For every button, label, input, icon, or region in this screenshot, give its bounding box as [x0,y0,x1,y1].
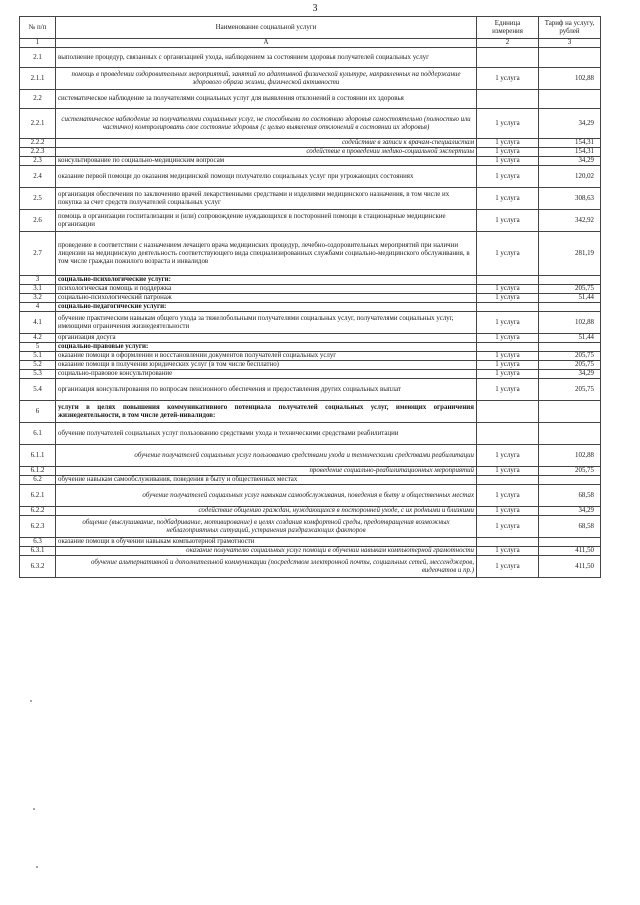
unit-of-measure: 1 услуга [477,188,539,210]
tariff-value: 205,75 [539,467,601,476]
service-name: систематическое наблюдение за получателями социальных услуг, не способными по состоянию здоровья самостоятельно (полностью или частично) контролировать свое состояние здоровья (с целью выявления отклонений в состоянии их здоровья) [56,109,477,139]
service-name: содействие в записи к врачам-специалистам [56,139,477,148]
tariff-value [539,90,601,109]
header-tariff: Тариф на услугу, рублей [539,17,601,39]
row-number: 6.2.3 [20,516,56,538]
row-number: 6 [20,401,56,423]
unit-of-measure: 1 услуга [477,507,539,516]
table-body [20,48,601,578]
table-row [20,423,601,445]
unit-of-measure: 1 услуга [477,294,539,303]
table-row [20,148,601,157]
row-number: 6.1 [20,423,56,445]
table-row [20,109,601,139]
row-number: 2.2.2 [20,139,56,148]
unit-of-measure: 1 услуга [477,361,539,370]
header-name: Наименование социальной услуги [56,17,477,39]
service-name: оказание помощи в оформлении и восстановлении документов получателей социальных услуг [56,352,477,361]
row-number: 6.1.2 [20,467,56,476]
service-name: обучение альтернативной и дополнительной коммуникации (посредством электронной почты, социальных сетей, мессенджеров, видеочатов и пр.) [56,556,477,578]
row-number: 6.2.1 [20,485,56,507]
row-number: 5.1 [20,352,56,361]
row-number: 2.2 [20,90,56,109]
col-number-tariff: 3 [539,39,601,48]
table-row [20,485,601,507]
table-row [20,370,601,379]
row-number: 4 [20,303,56,312]
row-number: 5.3 [20,370,56,379]
unit-of-measure: 1 услуга [477,109,539,139]
tariff-value: 51,44 [539,294,601,303]
tariff-value: 411,50 [539,556,601,578]
service-name: обучение практическим навыкам общего ухода за тяжелобольными получателями социальных услуг, получателями социальных услуг, имеющими ограничения жизнедеятельности [56,312,477,334]
tariff-value: 102,88 [539,312,601,334]
unit-of-measure: 1 услуга [477,445,539,467]
tariff-value: 154,31 [539,139,601,148]
tariff-value: 281,19 [539,232,601,276]
table-row [20,303,601,312]
row-number: 3.2 [20,294,56,303]
header-row [20,17,601,39]
header-unit: Единица измерения [477,17,539,39]
table-row [20,166,601,188]
service-name: социально-правовые услуги: [56,343,477,352]
page-number: 3 [312,3,318,14]
unit-of-measure [477,343,539,352]
table-row [20,139,601,148]
tariff-value: 68,58 [539,485,601,507]
service-name: организация обеспечения по заключению врачей лекарственными средствами и изделиями медицинского назначения, в том числе их покупка за счет средств получателей социальных услуг [56,188,477,210]
service-name: услуги в целях повышения коммуникативного потенциала получателей социальных услуг, имеющих ограничения жизнедеятельности, в том числе детей-инвалидов: [56,401,477,423]
row-number: 4.1 [20,312,56,334]
table-row [20,547,601,556]
row-number: 2.1 [20,48,56,68]
service-name: содействие в проведении медико-социальной экспертизы [56,148,477,157]
service-name: социально-психологический патронаж [56,294,477,303]
tariff-value [539,538,601,547]
col-number-name: А [56,39,477,48]
row-number: 3 [20,276,56,285]
service-name: организация досуга [56,334,477,343]
tariff-value: 34,29 [539,370,601,379]
row-number: 4.2 [20,334,56,343]
table-row [20,507,601,516]
tariff-value: 205,75 [539,285,601,294]
table-row [20,343,601,352]
table-row [20,467,601,476]
row-number: 6.3.1 [20,547,56,556]
tariff-value [539,423,601,445]
row-number: 5 [20,343,56,352]
table-row [20,556,601,578]
tariff-value: 68,58 [539,516,601,538]
unit-of-measure: 1 услуга [477,556,539,578]
unit-of-measure: 1 услуга [477,166,539,188]
table-row [20,334,601,343]
service-name: проведение в соответствии с назначением лечащего врача медицинских процедур, лечебно-оздоровительных мероприятий при наличии лицензии на медицинскую деятельность соответствующего вида специализированных службами социально-медицинского обслуживания, в том числе граждан пожилого возраста и инвалидов [56,232,477,276]
tariff-value: 411,50 [539,547,601,556]
table-row [20,538,601,547]
service-name: помощь в проведении оздоровительных мероприятий, занятий по адаптивной физической культуре, направленных на поддержание здорового образа жизни, физической активности [56,68,477,90]
row-number: 5.2 [20,361,56,370]
unit-of-measure [477,476,539,485]
tariff-value [539,401,601,423]
unit-of-measure: 1 услуга [477,232,539,276]
table-row [20,90,601,109]
row-number: 6.3 [20,538,56,547]
service-name: помощь в организации госпитализации и (или) сопровождение нуждающихся в посторонней помощи в стационарные медицинские организации [56,210,477,232]
table-row [20,379,601,401]
service-name: психологическая помощь и поддержка [56,285,477,294]
unit-of-measure [477,90,539,109]
unit-of-measure: 1 услуга [477,370,539,379]
row-number: 6.3.2 [20,556,56,578]
unit-of-measure: 1 услуга [477,379,539,401]
tariff-value: 34,29 [539,109,601,139]
row-number: 2.2.3 [20,148,56,157]
unit-of-measure: 1 услуга [477,139,539,148]
row-number: 2.7 [20,232,56,276]
tariff-value: 205,75 [539,361,601,370]
table-row [20,48,601,68]
unit-of-measure: 1 услуга [477,485,539,507]
tariff-value: 205,75 [539,352,601,361]
unit-of-measure [477,303,539,312]
service-name: социально-педагогические услуги: [56,303,477,312]
row-number: 2.6 [20,210,56,232]
unit-of-measure: 1 услуга [477,148,539,157]
table-row [20,232,601,276]
unit-of-measure [477,401,539,423]
table-row [20,188,601,210]
unit-of-measure: 1 услуга [477,312,539,334]
row-number: 2.5 [20,188,56,210]
unit-of-measure: 1 услуга [477,68,539,90]
tariff-value: 205,75 [539,379,601,401]
row-number: 3.1 [20,285,56,294]
tariff-value: 34,29 [539,157,601,166]
table-row [20,401,601,423]
table-row [20,157,601,166]
tariff-value: 102,88 [539,68,601,90]
tariff-value [539,476,601,485]
tariff-value: 51,44 [539,334,601,343]
column-number-row [20,39,601,48]
service-name: выполнение процедур, связанных с организацией ухода, наблюдением за состоянием здоровья получателей социальных услуг [56,48,477,68]
unit-of-measure [477,276,539,285]
tariff-value: 308,63 [539,188,601,210]
row-number: 6.2.2 [20,507,56,516]
row-number: 2.3 [20,157,56,166]
service-name: содействие общению граждан, нуждающихся в посторонней уходе, с их родными и близкими [56,507,477,516]
row-number: 2.1.1 [20,68,56,90]
tariff-value: 154,31 [539,148,601,157]
service-name: обучение получателей социальных услуг навыкам самообслуживания, поведения в быту и общественных местах [56,485,477,507]
service-name: социально-правовое консультирование [56,370,477,379]
tariff-value: 342,92 [539,210,601,232]
service-name: оказание получателю социальных услуг помощи в обучении навыкам компьютерной грамотности [56,547,477,556]
unit-of-measure: 1 услуга [477,467,539,476]
table-row [20,276,601,285]
col-number-num: 1 [20,39,56,48]
service-name: проведение социально-реабилитационных мероприятий [56,467,477,476]
table-row [20,516,601,538]
table-row [20,68,601,90]
unit-of-measure [477,423,539,445]
service-name: систематическое наблюдение за получателями социальных услуг для выявления отклонений в состоянии их здоровья [56,90,477,109]
unit-of-measure: 1 услуга [477,334,539,343]
unit-of-measure [477,48,539,68]
table-row [20,352,601,361]
service-name: организация консультирования по вопросам пенсионного обеспечения и предоставления других социальных выплат [56,379,477,401]
table-row [20,312,601,334]
unit-of-measure: 1 услуга [477,547,539,556]
service-name: обучение получателей социальных услуг пользованию средствами ухода и техническими средствами реабилитации [56,445,477,467]
tariff-value: 120,02 [539,166,601,188]
row-number: 2.4 [20,166,56,188]
unit-of-measure [477,538,539,547]
unit-of-measure: 1 услуга [477,285,539,294]
row-number: 6.2 [20,476,56,485]
unit-of-measure: 1 услуга [477,352,539,361]
table-header [20,17,601,48]
row-number: 5.4 [20,379,56,401]
table-row [20,285,601,294]
service-name: оказание помощи в обучении навыкам компьютерной грамотности [56,538,477,547]
service-name: оказание первой помощи до оказания медицинской помощи получателю социальных услуг при угрожающих состояниях [56,166,477,188]
table-row [20,361,601,370]
service-name: социально-психологические услуги: [56,276,477,285]
tariff-value: 102,88 [539,445,601,467]
service-name: оказание помощи в получении юридических услуг (в том числе бесплатно) [56,361,477,370]
table-row [20,210,601,232]
col-number-unit: 2 [477,39,539,48]
service-name: обучение получателей социальных услуг пользованию средствами ухода и техническими средствами реабилитации [56,423,477,445]
unit-of-measure: 1 услуга [477,516,539,538]
service-name: консультирование по социально-медицинским вопросам [56,157,477,166]
row-number: 6.1.1 [20,445,56,467]
table-row [20,476,601,485]
header-num: № п/п [20,17,56,39]
tariff-value [539,303,601,312]
row-number: 2.2.1 [20,109,56,139]
service-name: обучение навыкам самообслуживания, поведения в быту и общественных местах [56,476,477,485]
table-row [20,445,601,467]
tariff-value [539,276,601,285]
unit-of-measure: 1 услуга [477,157,539,166]
tariff-value [539,48,601,68]
services-tariff-table [19,16,601,578]
tariff-value [539,343,601,352]
unit-of-measure: 1 услуга [477,210,539,232]
table-row [20,294,601,303]
tariff-value: 34,29 [539,507,601,516]
service-name: общение (выслушивание, подбадривание, мотивирование) в целях создания комфортной среды, предотвращения возможных неблагоприятных ситуаций, устранения раздражающих факторов [56,516,477,538]
